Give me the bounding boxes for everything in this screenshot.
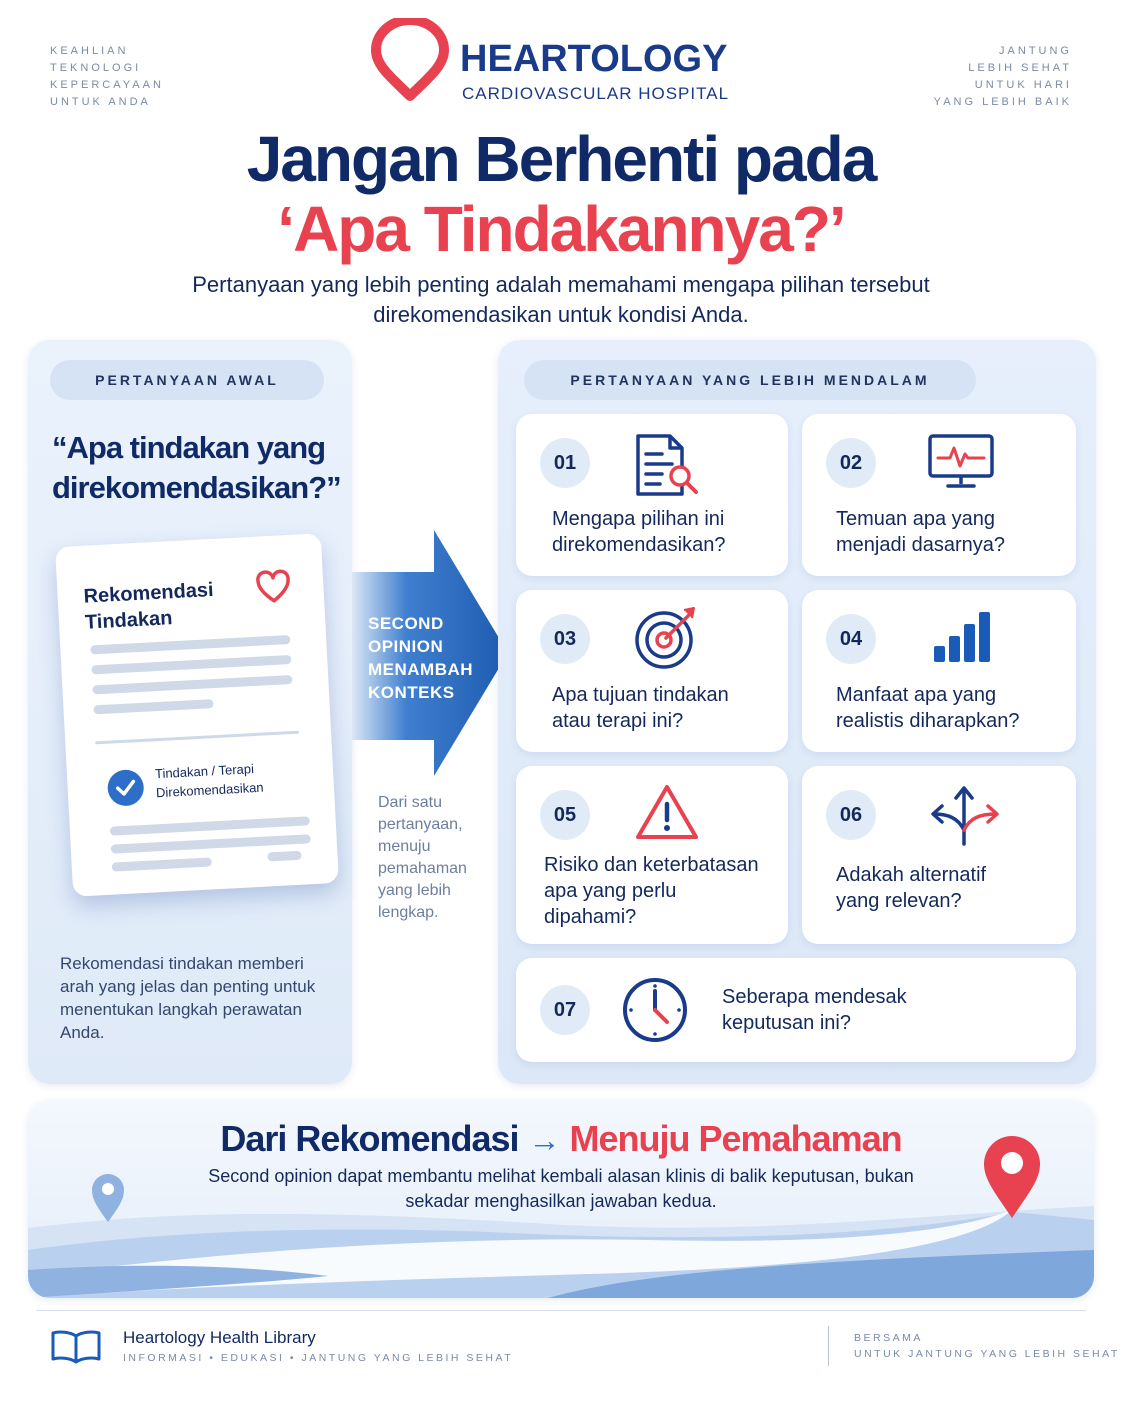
question-text-line: yang relevan?: [836, 890, 962, 912]
arrow-caption: Dari satu pertanyaan, menuju pemahaman yang lebih lengkap.: [378, 794, 467, 921]
footer-vertical-divider: [828, 1326, 829, 1366]
document-text-line: [91, 655, 291, 674]
warning-icon: [634, 782, 700, 842]
initial-question-quote: “Apa tindakan yang direkomendasikan?”: [52, 430, 341, 505]
document-divider: [95, 731, 299, 745]
footer-title: Heartology Health Library: [123, 1328, 316, 1347]
question-text-line: Mengapa pilihan ini: [552, 508, 725, 530]
tagline-left-line: KEAHLIAN: [50, 45, 129, 57]
document-text-line: [112, 857, 212, 871]
deeper-questions-pill: PERTANYAAN YANG LEBIH MENDALAM: [524, 360, 976, 400]
question-text: [552, 506, 725, 558]
question-text: [544, 852, 759, 930]
question-text-line: Apa tujuan tindakan: [552, 684, 729, 706]
deeper-questions-panel: [498, 340, 1096, 1084]
brand-subtitle: CARDIOVASCULAR HOSPITAL: [462, 84, 730, 103]
summary-banner: [28, 1100, 1094, 1298]
tagline-left: [50, 43, 164, 111]
target-icon: [632, 604, 702, 670]
arrow-label-line: OPINION: [368, 637, 444, 656]
question-text-line: Risiko dan keterbatasan: [544, 854, 759, 876]
question-text-line: realistis diharapkan?: [836, 710, 1020, 732]
subheadline: Pertanyaan yang lebih penting adalah memahami mengapa pilihan tersebut direkomendasikan untuk kondisi Anda.: [192, 272, 930, 327]
question-text-line: keputusan ini?: [722, 1012, 851, 1034]
document-search-icon: [632, 432, 702, 498]
question-text-line: apa yang perlu: [544, 880, 677, 902]
banner-title-left: Dari Rekomendasi: [220, 1118, 519, 1159]
question-text: [552, 682, 729, 734]
question-text: [836, 682, 1019, 734]
bar-chart-icon: [930, 608, 994, 664]
footer-tags: INFORMASI • EDUKASI • JANTUNG YANG LEBIH SEHAT: [123, 1352, 514, 1364]
question-card-05: [516, 766, 788, 944]
question-number: 05: [540, 790, 590, 840]
question-text-line: dipahami?: [544, 906, 637, 928]
open-book-icon: [50, 1328, 102, 1364]
question-text-line: Seberapa mendesak: [722, 986, 907, 1008]
initial-question-pill: PERTANYAAN AWAL: [50, 360, 324, 400]
heart-location-logo-icon: [370, 18, 450, 102]
arrow-label-line: MENAMBAH: [368, 660, 474, 679]
document-title-line: Tindakan: [84, 607, 173, 634]
document-text-line: [93, 699, 213, 714]
document-title: [83, 577, 216, 636]
question-number: 03: [540, 614, 590, 664]
arrow-right-icon: →: [528, 1122, 560, 1158]
document-text-line: [92, 675, 292, 694]
question-text: [836, 506, 1005, 558]
question-text: [722, 984, 907, 1036]
start-location-pin-icon: [90, 1172, 126, 1224]
question-card-02: [802, 414, 1076, 576]
monitor-heartbeat-icon: [926, 432, 996, 492]
document-title-line: Rekomendasi: [83, 578, 215, 608]
question-text-line: Adakah alternatif: [836, 864, 987, 886]
heart-icon: [255, 569, 293, 605]
question-number: 01: [540, 438, 590, 488]
tagline-right-line: JANTUNG: [999, 45, 1072, 57]
question-text-line: menjadi dasarnya?: [836, 534, 1005, 556]
question-card-01: [516, 414, 788, 576]
tagline-left-line: TEKNOLOGI: [50, 62, 142, 74]
arrow-label-line: SECOND: [368, 614, 444, 633]
footer-divider-line: [36, 1310, 1086, 1311]
check-icon: [107, 769, 145, 807]
tagline-right-line: LEBIH SEHAT: [968, 62, 1072, 74]
document-text-line: [90, 635, 290, 654]
headline-line2: ‘Apa Tindakannya?’: [277, 193, 845, 265]
recommendation-document-card: [55, 533, 339, 896]
tagline-right-line: YANG LEBIH BAIK: [933, 96, 1072, 108]
question-text-line: Manfaat apa yang: [836, 684, 997, 706]
brand-name: HEARTOLOGY: [460, 38, 728, 80]
document-check-line: Tindakan / Terapi: [154, 761, 255, 782]
question-card-07: [516, 958, 1076, 1062]
arrow-label-line: KONTEKS: [368, 683, 455, 702]
question-text-line: Temuan apa yang: [836, 508, 996, 530]
banner-title: [28, 1118, 1094, 1160]
question-text: [836, 862, 986, 914]
question-number: 07: [540, 985, 590, 1035]
question-number: 02: [826, 438, 876, 488]
question-number: 06: [826, 790, 876, 840]
footer-slogan-line: BERSAMA: [854, 1332, 923, 1344]
tagline-right-line: UNTUK HARI: [974, 79, 1072, 91]
footer-slogan: [854, 1330, 1120, 1362]
headline-line1: Jangan Berhenti pada: [246, 123, 876, 195]
question-number: 04: [826, 614, 876, 664]
initial-question-description: Rekomendasi tindakan memberi arah yang jelas dan penting untuk menentukan langkah perawatan Anda.: [60, 954, 316, 1042]
brand-logo: [370, 18, 750, 102]
question-card-06: [802, 766, 1076, 944]
document-check-line: Direkomendasikan: [155, 779, 264, 801]
question-text-line: direkomendasikan?: [552, 534, 726, 556]
tagline-left-line: UNTUK ANDA: [50, 96, 151, 108]
split-arrows-icon: [928, 784, 1002, 846]
tagline-left-line: KEPERCAYAAN: [50, 79, 164, 91]
clock-icon: [620, 975, 690, 1045]
initial-question-panel: [28, 340, 352, 1084]
document-text-line: [267, 851, 301, 862]
question-card-04: [802, 590, 1076, 752]
tagline-right: [934, 43, 1072, 111]
banner-text: Second opinion dapat membantu melihat kembali alasan klinis di balik keputusan, bukan sekadar menghasilkan jawaban kedua.: [208, 1166, 914, 1211]
document-text-line: [110, 816, 310, 835]
document-check-label: [155, 759, 265, 803]
footer-slogan-line: UNTUK JANTUNG YANG LEBIH SEHAT: [854, 1348, 1120, 1360]
banner-title-right: Menuju Pemahaman: [569, 1118, 902, 1159]
question-card-03: [516, 590, 788, 752]
question-text-line: atau terapi ini?: [552, 710, 684, 732]
arrow-label: [368, 612, 473, 704]
